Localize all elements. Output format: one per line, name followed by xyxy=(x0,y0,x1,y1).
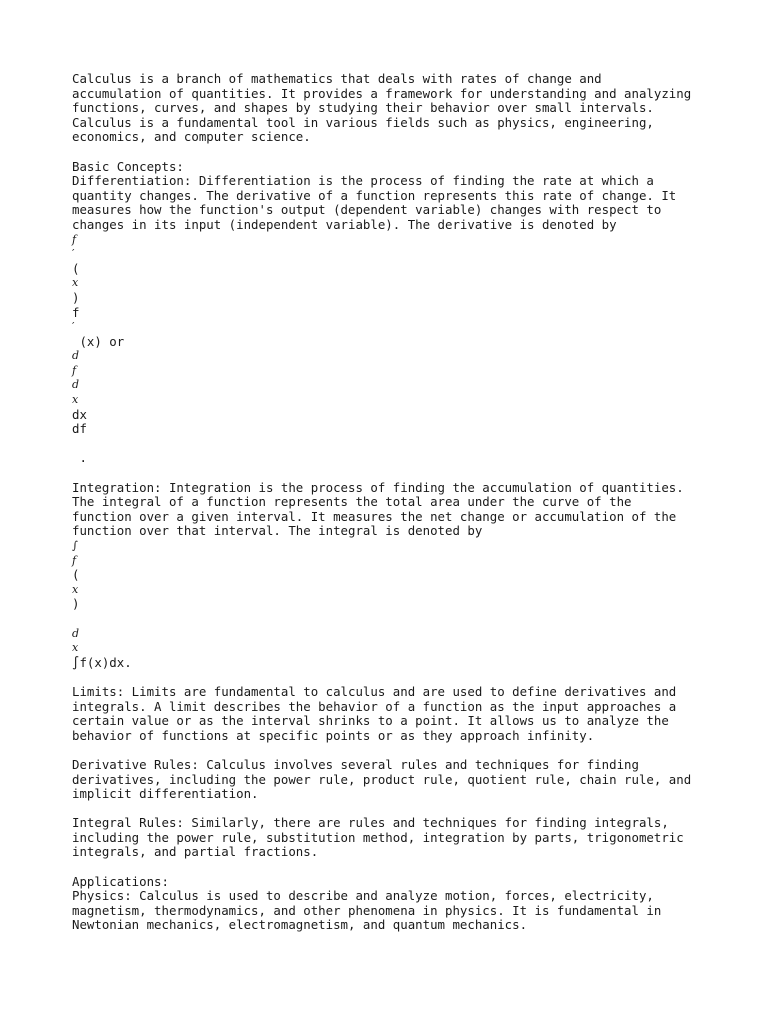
integral-math-line: 𝑥 xyxy=(72,641,79,655)
derivative-math-line: ′ xyxy=(72,247,75,261)
physics-paragraph: Physics: Calculus is used to describe and analyze motion, forces, electricity, magnetism, thermodynamics, and other phenomena in physics. It is fundamental in Newtonian mechanics, electromagnetism, and quantum mechanics. xyxy=(72,888,662,933)
integral-math-line: 𝑥 xyxy=(72,582,79,596)
applications-heading: Applications: xyxy=(72,873,169,889)
integral-math-line: 𝑑 xyxy=(72,626,80,640)
integral-math-line: ) xyxy=(72,596,80,612)
derivative-math-line: 𝑥 xyxy=(72,393,79,407)
derivative-math-line: df xyxy=(72,421,87,437)
document-body xyxy=(72,72,712,933)
derivative-math-line: 𝑑 xyxy=(72,378,80,392)
intro-paragraph: Calculus is a branch of mathematics that deals with rates of change and accumulation of quantities. It provides a framework for understanding and analyzing functions, curves, and shapes by studying their behavior over small intervals. Calculus is a fundamental tool in various fields such as physics, engineering, economics, and computer science. xyxy=(72,71,692,145)
derivative-math-line: dx xyxy=(72,406,87,422)
derivative-math-line: 𝑓 xyxy=(72,363,77,377)
integral-math-line: ( xyxy=(72,567,80,583)
integration-paragraph: Integration: Integration is the process of finding the accumulation of quantities. The integral of a function represents the total area under the curve of the function over a given interval. It measures the net change or accumulation of the function over that interval. The integral is denoted by xyxy=(72,479,684,539)
derivative-math-line: (x) or xyxy=(72,333,125,349)
derivative-math-line: f xyxy=(72,304,80,320)
derivative-math-line: 𝑥 xyxy=(72,276,79,290)
integral-math-line: ∫f(x)dx. xyxy=(72,654,132,670)
derivative-rules-paragraph: Derivative Rules: Calculus involves several rules and techniques for finding derivatives, including the power rule, product rule, quotient rule, chain rule, and implicit differentiation. xyxy=(72,756,692,802)
derivative-math-line: ( xyxy=(72,260,80,276)
derivative-math-line: ) xyxy=(72,289,80,305)
limits-paragraph: Limits: Limits are fundamental to calculus and are used to define derivatives and integrals. A limit describes the behavior of a function as the input approaches a certain value or as the interval shrinks to a point. It allows us to analyze the behavior of functions at specific points or as they approach infinity. xyxy=(72,683,677,743)
integral-math-line: 𝑓 xyxy=(72,553,77,567)
integral-math-line: ∫ xyxy=(72,539,78,552)
derivative-math-line: 𝑓 xyxy=(72,232,77,246)
derivative-math-line: 𝑑 xyxy=(72,349,80,363)
integral-rules-paragraph: Integral Rules: Similarly, there are rules and techniques for finding integrals, including the power rule, substitution method, integration by parts, trigonometric integrals, and partial fractions. xyxy=(72,815,684,860)
differentiation-paragraph: Differentiation: Differentiation is the process of finding the rate at which a quantity changes. The derivative of a function represents this rate of change. It measures how the function's output (dependent variable) changes with respect to changes in its input (independent variable). The derivative is denoted by xyxy=(72,173,677,232)
derivative-math-line: . xyxy=(72,450,87,466)
derivative-math-line: ′ xyxy=(72,320,75,334)
basic-concepts-heading: Basic Concepts: xyxy=(72,158,184,174)
